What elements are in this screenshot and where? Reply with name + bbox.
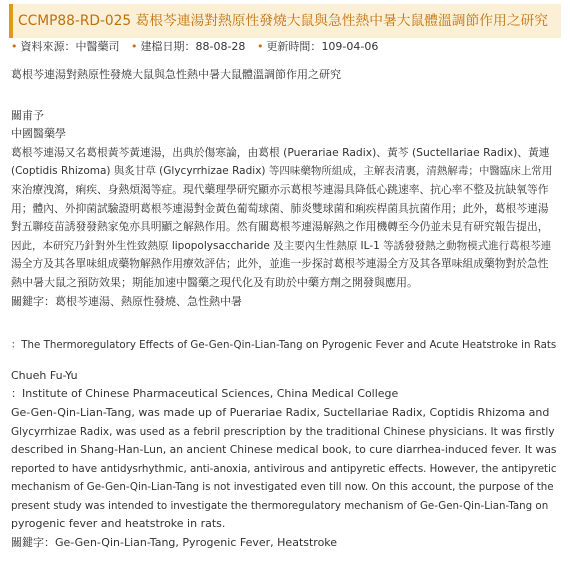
- zh-institution: 中國醫藥學: [11, 127, 66, 141]
- zh-abstract: [11, 144, 559, 293]
- meta-created-label: 建檔日期：: [140, 40, 196, 53]
- zh-abstract-line: 用；體內、外抑菌試驗證明葛根芩連湯對金黃色葡萄球菌、肺炎雙球菌和痢疾桿菌具抗菌作用；此外，葛根芩連湯: [11, 201, 549, 215]
- zh-title: 葛根芩連湯對熱原性發燒大鼠與急性熱中暑大鼠體溫調節作用之研究: [11, 68, 341, 81]
- en-abstract-line: described in Shang-Han-Lun, an ancient Chinese medical book, to cure diarrhea-induced fever. It was: [11, 443, 557, 457]
- spacer: [11, 85, 559, 103]
- zh-abstract-line: (Coptidis Rhizoma) 與炙甘草 (Glycyrrhizae Radix) 等四味藥物所組成，主解表清裏，清熱解毒；中醫臨床上常用: [11, 165, 553, 178]
- meta-source-value: 中醫藥司: [75, 40, 120, 53]
- en-institution: ：Institute of Chinese Pharmaceutical Sciences, China Medical College: [11, 387, 399, 401]
- meta-created-value: 88-08-28: [195, 40, 246, 53]
- en-author: Chueh Fu-Yu: [11, 368, 78, 382]
- en-keywords: 關鍵字：Ge-Gen-Qin-Lian-Tang, Pyrogenic Fever, Heatstroke: [11, 536, 338, 550]
- record-meta: [11, 38, 386, 57]
- en-title: ：The Thermoregulatory Effects of Ge-Gen-Qin-Lian-Tang on Pyrogenic Fever and Acute Heatstroke in Rats: [11, 339, 557, 352]
- meta-source-label: 資料來源：: [20, 40, 76, 53]
- bullet-icon: •: [131, 40, 138, 53]
- page-title-bar: [9, 4, 561, 38]
- zh-abstract-line: 葛根芩連湯又名葛根黃芩黃連湯，出典於傷寒論，由葛根 (Puerariae Radix)、黃芩 (Suctellariae Radix)、黃連: [11, 145, 550, 159]
- zh-abstract-line: 來治療洩瀉，痢疾、身熱煩渴等症。現代藥理學研究顯亦示葛根芩連湯具降低心跳速率、抗心率不整及抗缺氧等作: [11, 182, 549, 196]
- zh-abstract-line: 因此，本研究乃針對外生性致熱原 lipopolysaccharide 及主要內生性熱原 IL-1 等誘發發熱之動物模式進行葛根芩連: [11, 239, 552, 252]
- bullet-icon: •: [11, 40, 18, 53]
- en-abstract-line: Ge-Gen-Qin-Lian-Tang, was made up of Puerariae Radix, Suctellariae Radix, Coptidis Rhizoma and: [11, 405, 550, 419]
- en-abstract: [11, 404, 559, 534]
- en-abstract-line: pyrogenic fever and heatstroke in rats.: [11, 517, 226, 531]
- meta-updated-value: 109-04-06: [321, 40, 379, 53]
- meta-created: [131, 40, 245, 53]
- bullet-icon: •: [256, 40, 264, 53]
- zh-abstract-line: 湯全方及其各單味組成藥物解熱作用療效評估；此外，並進一步探討葛根芩連湯全方及其各單味組成藥物對於急性: [11, 257, 549, 271]
- page-title: CCMP88-RD-025 葛根芩連湯對熱原性發燒大鼠與急性熱中暑大鼠體溫調節作用之研究: [18, 12, 549, 29]
- en-abstract-line: Glycyrrhizae Radix, was used as a febril prescription by the traditional Chinese physicians. It was firstly: [11, 425, 555, 438]
- spacer: [11, 355, 559, 367]
- en-abstract-line: mechanism of Ge-Gen-Qin-Lian-Tang is not investigated even till now. On this account, the purpose of the: [11, 481, 554, 494]
- zh-keywords: 關鍵字：葛根芩連湯、熱原性發燒、急性熱中暑: [11, 294, 242, 308]
- record-content: [11, 66, 559, 553]
- en-abstract-line: present study was intended to investigate the thermoregulatory mechanism of Ge-Gen-Qin-Lian-Tang on: [11, 499, 549, 512]
- zh-author: 關甫予: [11, 108, 44, 122]
- zh-abstract-line: 熱中暑大鼠之預防效果；期能加速中醫藥之現代化及有助於中藥方劑之開發與應用。: [11, 275, 418, 289]
- zh-abstract-line: 對五聯疫苗誘發發熱家兔亦具明顯之解熱作用。然有關葛根芩連湯解熱之作用機轉至今仍並未見有研究報告提出，: [11, 220, 549, 234]
- meta-source: [11, 40, 120, 53]
- en-abstract-line: reported to have antidysrhythmic, anti-anoxia, antivirous and antipyretic effects. However, the antipyretic: [11, 462, 557, 475]
- spacer: [11, 311, 559, 336]
- meta-updated: [257, 40, 378, 53]
- meta-updated-label: 更新時間：: [266, 40, 322, 53]
